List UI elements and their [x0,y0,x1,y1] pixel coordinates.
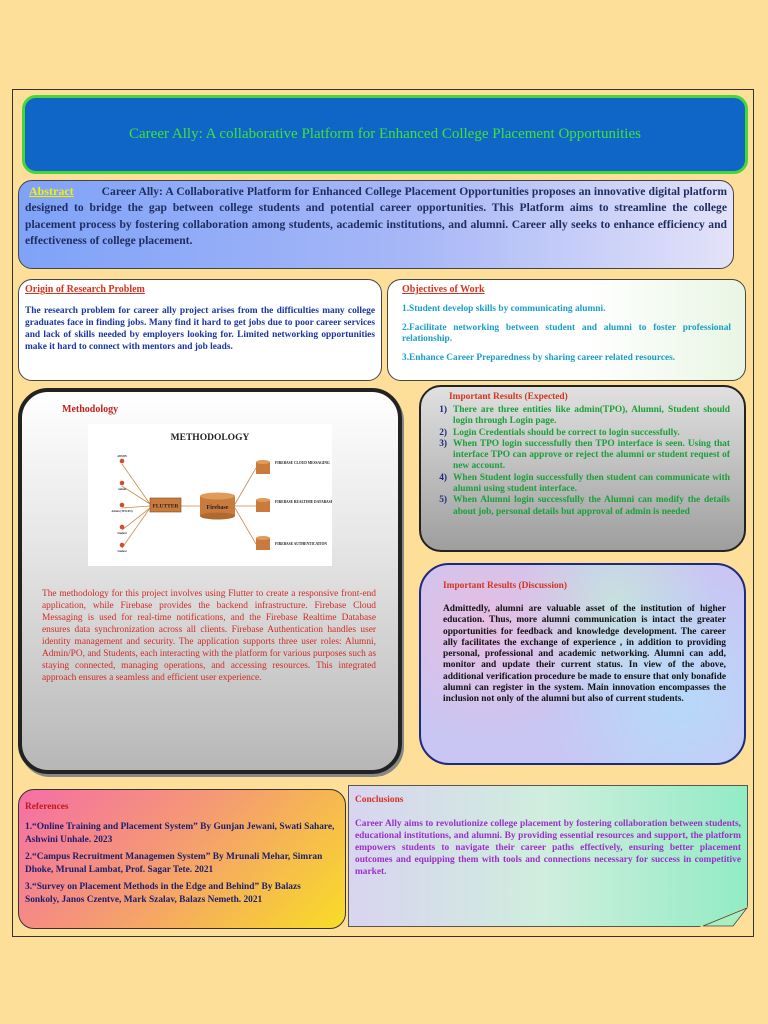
service-label: FIREBASE REALTIME DATABASE [275,500,332,504]
conclusions-heading: Conclusions [355,795,404,805]
references-heading: References [25,802,69,812]
results-expected-heading: Important Results (Expected) [449,392,568,402]
conclusions-panel [348,785,748,927]
results-discussion-text: Admittedly, alumni are valuable asset of the institution of higher education. Thus, more alumni communication is intact the greater opportunities for feedback and knowledge development. The career ally facilitates the exchange of experience , in addition to providing personal, professional and academic networking. Alumni can add, monitor and update their current status. In view of the above, additional verification procedure be made to ensure that only bonafide alumni can register in the system. Main innovation encompasses the inclusion not only of the alumni but also of current students. [443,604,726,705]
abstract-text: Career Ally: A Collaborative Platform for Enhanced College Placement Opportunities proposes an innovative digital platform designed to bridge the gap between college students and potential career opportunities. This Platform aims to streamline the college placement process by fostering collaboration among students, academic institutions, and alumni. Career ally seeks to enhance efficiency and effectiveness of college placement. [25,185,727,248]
methodology-heading: Methodology [62,404,119,415]
page-fold-icon [697,906,749,928]
result-number: 1) [439,405,447,415]
results-discussion-panel [419,563,746,765]
references-panel [18,789,346,929]
objectives-panel [387,279,746,381]
results-expected-panel [419,385,746,552]
reference-item: 3.“Survey on Placement Methods in the Edge and Behind” By Balazs Sonkoly, Janos Czentve, Mark Szalav, Balazs Nemeth. 2021 [25,882,301,905]
result-item [431,473,730,496]
actor-label: Student [117,532,127,535]
result-text: When Student login successfully then student can communicate with alumni using student interface. [453,472,730,495]
result-number: 4) [439,472,447,483]
actor-label: Admin (TPO/PO) [111,510,133,513]
result-text: When TPO login successfully then TPO interface is seen. Using that interface TPO can approve or reject the alumni or student request of new account. [453,438,730,472]
service-label: FIREBASE AUTHENTICATION [275,542,327,546]
result-number: 5) [439,495,447,506]
methodology-text: The methodology for this project involves using Flutter to create a responsive front-end application, while Firebase provides the backend infrastructure. Firebase Cloud Messaging is used for real-time notifications, and the Firebase Realtime Database ensures data synchronization across all clients. Firebase Authentication handles user identity management and security. The application supports three user roles: Alumni, Admin/PO, and Students, each interacting with the platform for various purposes such as staying connected, managing operations, and accessing resources. This integrated approach ensures a seamless and efficient user experience. [42,589,376,683]
objective-item: 2.Facilitate networking between student and alumni to foster professional relationship. [402,323,731,344]
result-text: Login Credentials should be correct to login successfully. [453,427,680,438]
diagram-title: METHODOLOGY [170,433,250,443]
result-item [431,428,730,439]
result-item [431,495,730,518]
objective-item: 3.Enhance Career Preparedness by sharing career related resources. [402,353,676,363]
methodology-panel [18,388,402,774]
service-database-icons [256,460,270,550]
objective-item: 1.Student develop skills by communicating alumni. [402,304,606,314]
result-item [431,405,730,428]
actor-label: Student [117,550,127,553]
title-banner [22,95,748,174]
abstract-panel [18,180,734,269]
origin-panel [18,279,382,381]
abstract-heading: Abstract [29,184,74,198]
methodology-diagram [88,424,332,566]
flutter-label: FLUTTER [152,503,179,510]
objectives-heading: Objectives of Work [402,284,485,295]
result-number: 3) [439,438,447,449]
result-number: 2) [439,427,447,438]
result-text: When Alumni login successfully the Alumni can modify the details about job, personal details but approval of admin is needed [453,495,730,517]
result-item [431,439,730,473]
firebase-label: Firebase [206,505,229,511]
reference-item: 2.“Campus Recruitment Managemen System” By Mrunali Mehar, Simran Dhoke, Mrunal Lambat, Prof. Sagar Tete. 2021 [25,852,323,875]
reference-item: 1.“Online Training and Placement System” By Gunjan Jewani, Swati Sahare, Ashwini Unhale. 2023 [25,822,335,845]
origin-text: The research problem for career ally project arises from the difficulties many college graduates face in finding jobs. Many find it hard to get jobs due to poor career services and lack of skills needed by employers looking for. Limited networking opportunities make it hard to connect with mentors and job leads. [25,306,375,352]
actor-label: Admin [117,488,127,491]
actor-label: ADMIN [117,455,127,458]
result-text: There are three entities like admin(TPO), Alumni, Student should login through Login page. [453,405,730,427]
conclusions-text: Career Ally aims to revolutionize college placement by fostering collaboration between students, educational institutions, and alumni. By providing essential resources and support, the platform empowers students to navigate their career paths effectively, ensuring better placement outcomes and equipping them with tools and connections necessary for success in competitive market. [355,819,741,877]
actors [111,455,132,553]
results-discussion-heading: Important Results (Discussion) [443,581,567,591]
service-label: FIREBASE CLOUD MESSAGING [275,461,330,465]
origin-heading: Origin of Research Problem [25,284,145,295]
poster-title: Career Ally: A collaborative Platform for Enhanced College Placement Opportunities [129,126,641,142]
